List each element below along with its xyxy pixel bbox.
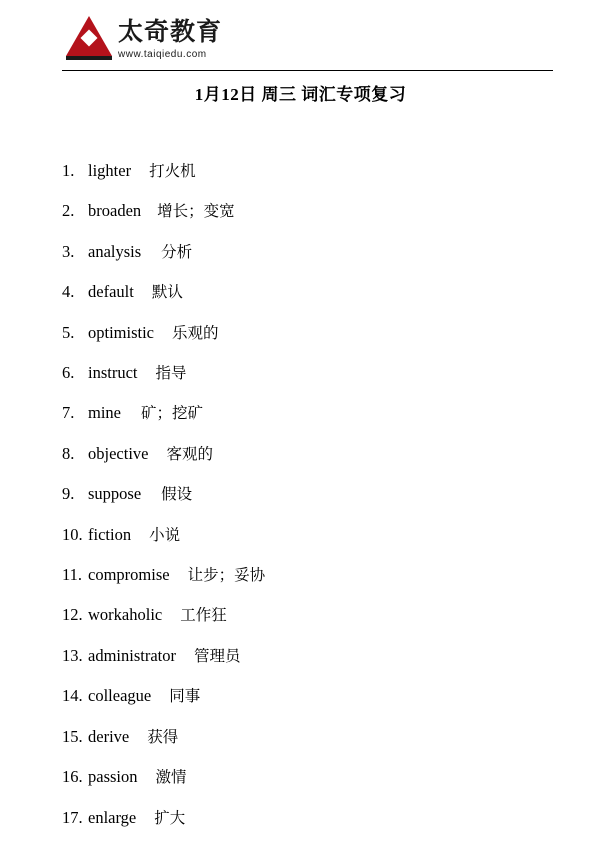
header-divider [62,70,553,71]
word-chinese: 分析 [161,243,193,261]
word-number: 16. [62,767,83,787]
word-chinese: 同事 [169,688,201,706]
word-chinese: 矿；挖矿 [141,405,204,423]
list-item [62,313,601,353]
word-english: lighter [88,161,132,180]
word-number: 8. [62,443,75,463]
word-number: 4. [62,282,75,302]
word-number: 14. [62,686,83,706]
brand-logo [66,16,601,60]
list-item [62,353,601,393]
word-number: 15. [62,726,83,746]
list-item [62,474,601,514]
list-item [62,798,601,838]
document-header [0,0,601,62]
word-english: colleague [88,686,152,706]
word-english: workaholic [88,605,163,625]
list-item [62,595,601,635]
list-item [62,555,601,595]
word-number: 2. [62,201,75,221]
word-chinese: 乐观的 [172,324,219,342]
list-item [62,636,601,676]
word-chinese: 默认 [151,284,183,302]
list-item [62,717,601,757]
list-item [62,434,601,474]
word-chinese: 小说 [149,526,181,544]
brand-name: 太奇教育 [118,18,223,46]
word-chinese: 假设 [161,486,193,504]
word-english: enlarge [88,807,137,827]
list-item [62,676,601,716]
word-english: derive [88,726,130,746]
word-english: optimistic [88,322,154,342]
word-number: 12. [62,605,83,625]
word-english: instruct [88,363,138,383]
word-number: 13. [62,645,83,665]
word-english: suppose [88,484,142,504]
page-title: 1月12日 周三 词汇专项复习 [194,85,407,104]
word-chinese: 增长；变宽 [157,203,235,221]
word-chinese: 客观的 [166,445,213,463]
word-number: 17. [62,807,83,827]
list-item [62,151,601,191]
word-english: mine [88,403,121,423]
word-chinese: 让步；妥协 [187,567,266,585]
word-chinese: 激情 [155,769,187,787]
word-english: analysis [88,241,142,261]
list-item [62,393,601,433]
word-english: compromise [88,565,170,585]
word-chinese: 工作狂 [180,607,227,625]
word-english: passion [88,767,138,787]
word-number: 7. [62,403,75,423]
word-english: default [88,282,134,302]
vocabulary-list [0,151,601,838]
word-number: 1. [62,161,75,180]
word-number: 11. [62,565,83,585]
word-number: 3. [62,241,75,261]
list-item [62,232,601,272]
brand-url: www.taiqiedu.com [118,49,207,60]
word-number: 6. [62,363,75,383]
word-english: broaden [88,201,142,221]
word-chinese: 打火机 [149,163,196,180]
word-chinese: 扩大 [154,809,186,827]
word-english: objective [88,443,149,463]
word-chinese: 指导 [155,365,187,383]
word-number: 10. [62,524,83,544]
list-item [62,757,601,797]
word-english: fiction [88,524,132,544]
word-english: administrator [88,645,176,665]
word-number: 9. [62,484,75,504]
word-chinese: 管理员 [193,647,241,665]
list-item [62,272,601,312]
word-chinese: 获得 [147,728,179,746]
list-item [62,191,601,231]
brand-logo-text [118,16,222,60]
list-item [62,515,601,555]
taiqi-triangle-logo-icon [66,16,112,60]
word-number: 5. [62,322,75,342]
